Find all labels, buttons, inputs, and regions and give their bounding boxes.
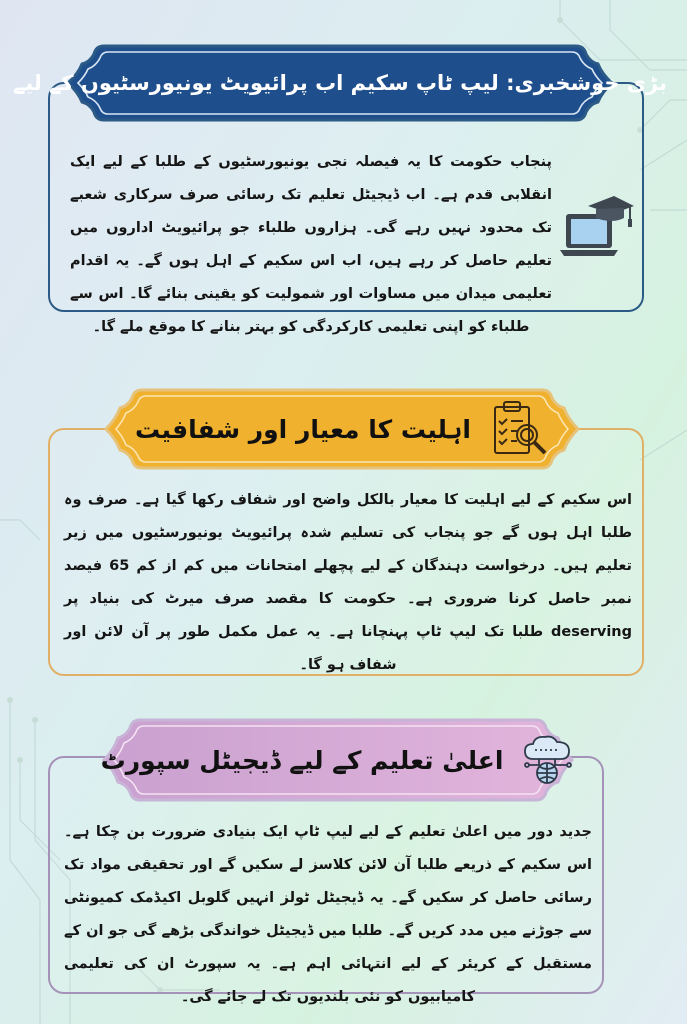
cloud-globe-network-icon [521, 733, 575, 787]
clipboard-magnifier-icon [489, 399, 549, 459]
section-title: بڑی خوشخبری: لیپ ٹاپ سکیم اب پرائیویٹ یونیورسٹیوں کے لیے [13, 71, 667, 95]
section-banner [100, 716, 576, 804]
section-banner [102, 386, 582, 472]
section-paragraph: پنجاب حکومت کا یہ فیصلہ نجی یونیورسٹیوں کے طلبا کے لیے ایک انقلابی قدم ہے۔ اب ڈیجیٹل تعلیم تک رسائی صرف سرکاری شعبے تک محدود نہیں رہے گی۔ ہزاروں طلباء جو پرائیویٹ اداروں میں تعلیم حاصل کر رہے ہیں، اب اس سکیم کے اہل ہوں گے۔ یہ اقدام تعلیمی میدان میں مساوات اور شمولیت کو یقینی بنائے گا۔ اس سے طلباء کو اپنی تعلیمی کارکردگی کو بہتر بنانے کا موقع ملے گا۔ [70, 154, 552, 335]
section-title: اعلیٰ تعلیم کے لیے ڈیجیٹل سپورٹ [100, 745, 504, 775]
section-banner [13, 42, 667, 124]
section-paragraph: جدید دور میں اعلیٰ تعلیم کے لیے لیپ ٹاپ ایک بنیادی ضرورت بن چکا ہے۔ اس سکیم کے ذریعے طلبا آن لائن کلاسز لے سکیں گے اور تحقیقی مواد تک رسائی حاصل کر سکیں گے۔ یہ ڈیجیٹل ٹولز انہیں گلوبل اکیڈمک کمیونٹی سے جوڑنے میں مدد کریں گے۔ طلبا میں ڈیجیٹل خواندگی بڑھے گی جو ان کے مستقبل کے کریئر کے لیے انتہائی اہم ہے۔ یہ سپورٹ ان کی تعلیمی کامیابیوں کو نئی بلندیوں تک لے جائے گی۔ [64, 824, 592, 1005]
laptop-graduation-cap-icon [556, 192, 636, 262]
section-title: اہلیت کا معیار اور شفافیت [135, 414, 471, 444]
section-paragraph: اس سکیم کے لیے اہلیت کا معیار بالکل واضح اور شفاف رکھا گیا ہے۔ صرف وہ طلبا اہل ہوں گے جو پنجاب کی تسلیم شدہ پرائیویٹ یونیورسٹیوں میں زیر تعلیم ہیں۔ درخواست دہندگان کے لیے پچھلے امتحانات میں کم از کم 65 فیصد نمبر حاصل کرنا ضروری ہے۔ حکومت کا مقصد صرف میرٹ کی بنیاد پر deserving طلبا تک لیپ ٹاپ پہنچانا ہے۔ یہ عمل مکمل طور پر آن لائن اور شفاف ہو گا۔ [64, 492, 633, 673]
